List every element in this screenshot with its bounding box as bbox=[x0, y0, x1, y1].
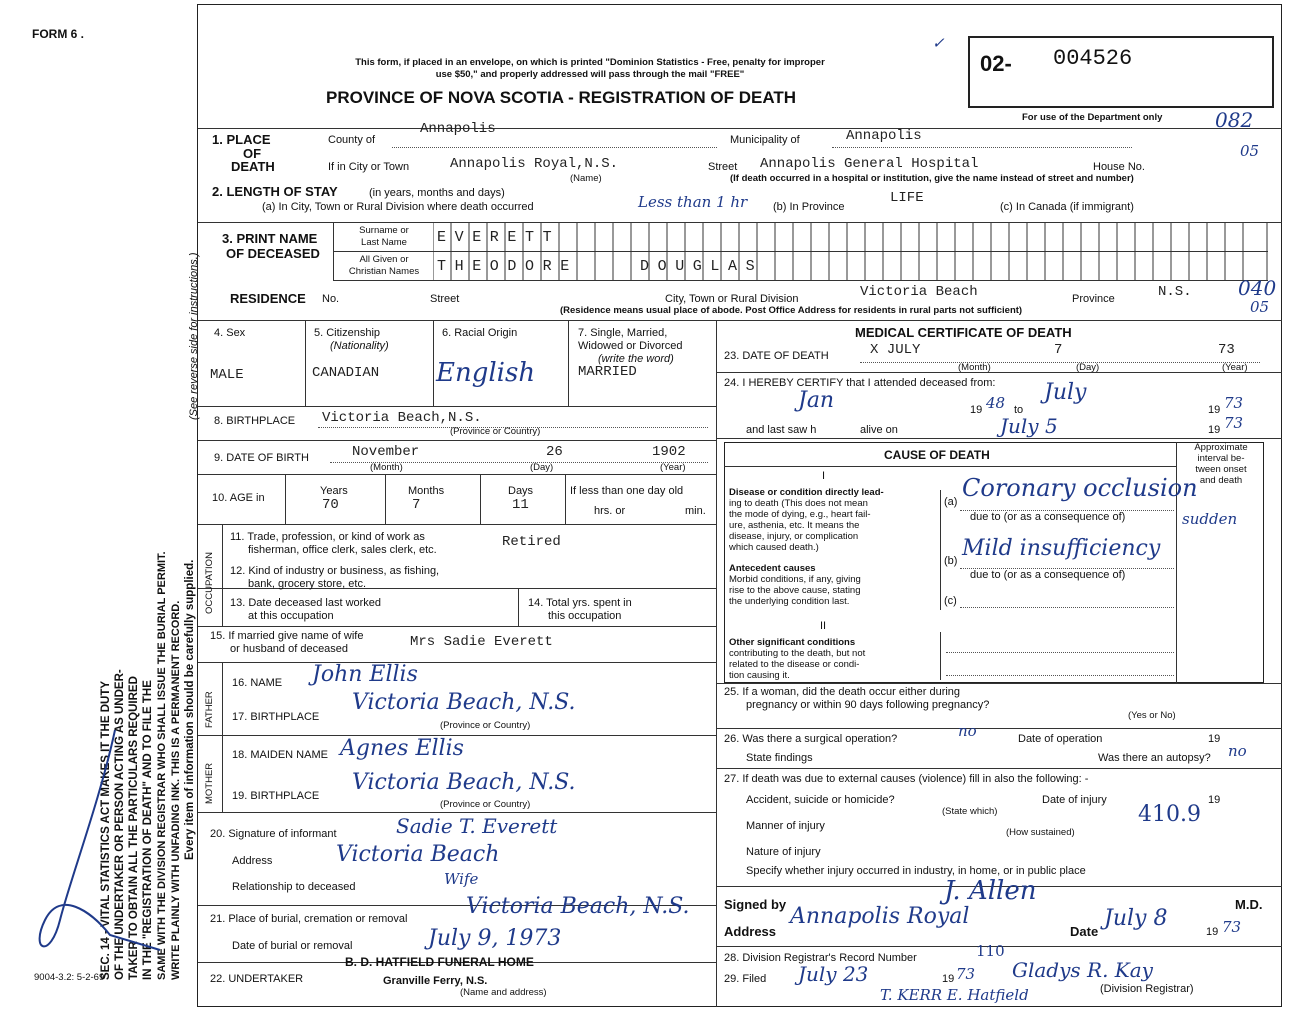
name-label-2: OF DECEASED bbox=[226, 246, 320, 261]
dob-day-sublabel: (Day) bbox=[530, 462, 554, 473]
antecedent-2: Morbid conditions, if any, giving bbox=[729, 574, 861, 585]
residence-street-label: Street bbox=[430, 293, 460, 305]
autopsy-label: Was there an autopsy? bbox=[1098, 752, 1211, 764]
informant-relation: Wife bbox=[444, 870, 479, 888]
father-name: John Ellis bbox=[312, 662, 418, 687]
direct-cause-2: ing to death (This does not mean bbox=[729, 498, 868, 509]
occupation-q13-1: 13. Date deceased last worked bbox=[230, 597, 382, 609]
residence-province-value: N.S. bbox=[1158, 284, 1192, 300]
mother-birthplace: Victoria Beach, N.S. bbox=[352, 770, 576, 795]
signed-year-prefix: 19 bbox=[1206, 926, 1219, 938]
surname-value: EVERETT bbox=[437, 229, 561, 246]
age-months: 7 bbox=[412, 497, 421, 513]
informant-signature: Sadie T. Everett bbox=[396, 814, 558, 838]
death-month-sublabel: (Month) bbox=[958, 362, 991, 373]
age-years-label: Years bbox=[320, 485, 348, 497]
residence-city-label: City, Town or Rural Division bbox=[665, 293, 799, 305]
mother-side-label: MOTHER bbox=[204, 762, 215, 804]
attended-to-year-prefix: 19 bbox=[1208, 404, 1221, 416]
stay-city-label: (a) In City, Town or Rural Division where death occurred bbox=[262, 201, 534, 213]
informant-address: Victoria Beach bbox=[336, 842, 500, 867]
filed-year-prefix: 19 bbox=[942, 973, 955, 985]
antecedent-3: rise to the above cause, stating bbox=[729, 585, 861, 596]
stay-sublabel: (in years, months and days) bbox=[369, 187, 505, 199]
signed-date: July 8 bbox=[1104, 906, 1168, 931]
q26-value: no bbox=[958, 722, 977, 740]
signed-by-label: Signed by bbox=[724, 897, 787, 912]
place-label-3: DEATH bbox=[231, 159, 275, 174]
q27-label: 27. If death was due to external causes (violence) fill in also the following: - bbox=[724, 773, 1089, 785]
injury-date-label: Date of injury bbox=[1042, 794, 1107, 806]
death-month: X JULY bbox=[870, 342, 921, 358]
other-cond-4: tion causing it. bbox=[729, 670, 790, 681]
specify-label: Specify whether injury occurred in industry, in home, or in public place bbox=[746, 865, 1086, 877]
due-to-a: due to (or as a consequence of) bbox=[970, 511, 1126, 523]
dob-year: 1902 bbox=[652, 444, 686, 460]
burial-date: July 9, 1973 bbox=[428, 926, 562, 951]
filed-date: July 23 bbox=[798, 962, 869, 986]
cause-b-value: Mild insufficiency bbox=[962, 536, 1161, 561]
mail-notice-2: use $50," and properly addressed will pass through the mail "FREE" bbox=[435, 69, 745, 80]
filed-year: 73 bbox=[956, 965, 976, 983]
direct-cause-3: the mode of dying, e.g., heart fail- bbox=[729, 509, 871, 520]
last-saw-date: July 5 bbox=[1000, 414, 1058, 438]
nature-label: Nature of injury bbox=[746, 846, 821, 858]
age-months-label: Months bbox=[408, 485, 445, 497]
death-date-label: 23. DATE OF DEATH bbox=[724, 350, 829, 362]
undertaker-label: 22. UNDERTAKER bbox=[210, 973, 304, 985]
stay-label: 2. LENGTH OF STAY bbox=[212, 184, 338, 199]
age-years: 70 bbox=[322, 497, 339, 513]
filed-label: 29. Filed bbox=[724, 973, 767, 985]
cause-c-label: (c) bbox=[944, 595, 957, 607]
side-note-5: SAME WITH THE DIVISION REGISTRAR WHO SHALL ISSUE THE BURIAL PERMIT. bbox=[156, 551, 168, 980]
dob-day: 26 bbox=[546, 444, 563, 460]
burial-place: Victoria Beach, N.S. bbox=[466, 894, 690, 919]
death-day: 7 bbox=[1054, 342, 1063, 358]
icd-code: 410.9 bbox=[1138, 802, 1201, 827]
given-label-1: All Given or bbox=[359, 254, 409, 265]
q25-label-1: 25. If a woman, did the death occur either during bbox=[724, 686, 961, 698]
form-number: FORM 6 . bbox=[32, 27, 85, 41]
given-label-2: Christian Names bbox=[348, 266, 420, 277]
death-year: 73 bbox=[1218, 342, 1235, 358]
registrar-sublabel: (Division Registrar) bbox=[1100, 983, 1194, 995]
operation-year-prefix: 19 bbox=[1208, 733, 1221, 745]
age-hrs-label: hrs. or bbox=[594, 505, 626, 517]
stay-province-value: LIFE bbox=[890, 190, 924, 206]
margin-pen-mark bbox=[20, 720, 170, 980]
attended-to: July bbox=[1044, 380, 1087, 405]
medical-header: MEDICAL CERTIFICATE OF DEATH bbox=[855, 325, 1072, 340]
side-note-3: TAKER TO OBTAIN ALL THE PARTICULARS REQUIRED bbox=[128, 676, 140, 980]
form-title: PROVINCE OF NOVA SCOTIA - REGISTRATION OF DEATH bbox=[326, 88, 797, 107]
undertaker-name: B. D. HATFIELD FUNERAL HOME bbox=[345, 955, 534, 969]
dob-year-sublabel: (Year) bbox=[660, 462, 686, 473]
autopsy-value: no bbox=[1228, 742, 1247, 760]
undertaker-sublabel: (Name and address) bbox=[460, 987, 547, 998]
side-note-7: Every item of information should be carefully supplied. bbox=[184, 559, 196, 860]
sex-value: MALE bbox=[210, 367, 244, 383]
residence-no-label: No. bbox=[322, 293, 340, 305]
residence-city-value: Victoria Beach bbox=[860, 284, 978, 300]
attended-from: Jan bbox=[798, 388, 835, 413]
surname-label-2: Last Name bbox=[361, 237, 407, 248]
registrar-signature: Gladys R. Kay bbox=[1012, 958, 1153, 982]
interval-label-2: interval be- bbox=[1197, 453, 1245, 464]
stay-province-label: (b) In Province bbox=[773, 201, 845, 213]
residence-code-2: 05 bbox=[1250, 298, 1270, 316]
direct-cause-1: Disease or condition directly lead- bbox=[729, 487, 884, 498]
residence-province-label: Province bbox=[1072, 293, 1115, 305]
last-saw-label-1: and last saw h bbox=[746, 424, 817, 436]
record-number: 110 bbox=[976, 942, 1005, 960]
side-note-6: WRITE PLAINLY WITH UNFADING INK. THIS IS A PERMANENT RECORD. bbox=[170, 600, 182, 980]
dob-label: 9. DATE OF BIRTH bbox=[214, 452, 309, 464]
antecedent-1: Antecedent causes bbox=[729, 563, 816, 574]
given-name-1: THEODORE bbox=[437, 258, 578, 275]
municipality-value: Annapolis bbox=[846, 128, 922, 144]
department-use-note: For use of the Department only bbox=[1022, 112, 1163, 123]
age-days: 11 bbox=[512, 497, 529, 513]
injury-year-prefix: 19 bbox=[1208, 794, 1221, 806]
hospital-note: (If death occurred in a hospital or institution, give the name instead of street and number) bbox=[730, 173, 1134, 184]
mother-name-label: 18. MAIDEN NAME bbox=[232, 749, 328, 761]
registration-prefix: 02- bbox=[980, 51, 1012, 76]
direct-cause-4: ure, asthenia, etc. It means the bbox=[729, 520, 860, 531]
name-label-1: 3. PRINT NAME bbox=[222, 231, 318, 246]
surname-label-1: Surname or bbox=[359, 225, 409, 236]
residence-code-1: 040 bbox=[1238, 276, 1277, 300]
occupation-q11-1: 11. Trade, profession, or kind of work as bbox=[230, 531, 425, 543]
attended-to-label: to bbox=[1014, 404, 1024, 416]
registration-number: 004526 bbox=[1053, 46, 1133, 71]
given-name-2: DOUGLAS bbox=[640, 258, 764, 275]
dob-month-sublabel: (Month) bbox=[370, 462, 403, 473]
place-label-2: OF bbox=[243, 146, 262, 161]
city-label: If in City or Town bbox=[328, 161, 410, 173]
other-cond-1: Other significant conditions bbox=[729, 637, 856, 648]
cause-part-2: II bbox=[820, 620, 827, 632]
q26-label: 26. Was there a surgical operation? bbox=[724, 733, 898, 745]
burial-place-label: 21. Place of burial, cremation or removal bbox=[210, 913, 408, 925]
side-note-8: (See reverse side for instructions.) bbox=[188, 252, 200, 420]
signed-year: 73 bbox=[1222, 918, 1242, 936]
marital-label-1: 7. Single, Married, bbox=[578, 327, 668, 339]
signed-date-label: Date bbox=[1070, 924, 1099, 939]
undertaker-town: Granville Ferry, N.S. bbox=[383, 975, 488, 987]
racial-origin-value: English bbox=[436, 358, 536, 388]
side-note-2: OF THE UNDERTAKER OR PERSON ACTING AS UNDER- bbox=[114, 669, 126, 980]
father-side-label: FATHER bbox=[204, 691, 215, 728]
death-year-sublabel: (Year) bbox=[1222, 362, 1248, 373]
direct-cause-6: which caused death.) bbox=[729, 542, 819, 553]
citizenship-sublabel: (Nationality) bbox=[330, 340, 389, 352]
burial-date-label: Date of burial or removal bbox=[232, 940, 353, 952]
attended-from-year: 48 bbox=[986, 394, 1006, 412]
mail-notice-1: This form, if placed in an envelope, on which is printed "Dominion Statistics - Free, penalty for improper bbox=[355, 57, 825, 68]
interval-label-4: and death bbox=[1199, 475, 1243, 486]
city-value: Annapolis Royal,N.S. bbox=[450, 156, 619, 172]
interval-label-1: Approximate bbox=[1194, 442, 1248, 453]
father-name-label: 16. NAME bbox=[232, 677, 283, 689]
mother-birthplace-sublabel: (Province or Country) bbox=[440, 799, 531, 810]
manner-label: Manner of injury bbox=[746, 820, 825, 832]
county-label: County of bbox=[328, 134, 376, 146]
side-note-1: SEC. 14 - VITAL STATISTICS ACT MAKES IT THE DUTY bbox=[100, 680, 112, 980]
marital-label-3: (write the word) bbox=[598, 353, 674, 365]
side-note-4: IN THE "REGISTRATION OF DEATH" AND TO FILE THE bbox=[142, 680, 154, 980]
city-name-sublabel: (Name) bbox=[570, 173, 602, 184]
citizenship-label: 5. Citizenship bbox=[314, 327, 381, 339]
marital-label-2: Widowed or Divorced bbox=[578, 340, 683, 352]
signed-address: Annapolis Royal bbox=[790, 904, 970, 929]
q25-label-2: pregnancy or within 90 days following pregnancy? bbox=[746, 699, 990, 711]
last-saw-label-2: alive on bbox=[860, 424, 898, 436]
check-mark: ✓ bbox=[932, 34, 945, 52]
father-birthplace-sublabel: (Province or Country) bbox=[440, 720, 531, 731]
signed-address-label: Address bbox=[724, 924, 777, 939]
form-code: 9004-3.2: 5-2-69 bbox=[34, 972, 105, 983]
cause-header: CAUSE OF DEATH bbox=[884, 448, 990, 462]
municipality-label: Municipality of bbox=[730, 134, 800, 146]
due-to-b: due to (or as a consequence of) bbox=[970, 569, 1126, 581]
occupation-value: Retired bbox=[502, 534, 561, 550]
occupation-side-label: OCCUPATION bbox=[204, 552, 215, 614]
occupation-q14-2: this occupation bbox=[548, 610, 622, 622]
place-code-2: 05 bbox=[1240, 142, 1260, 160]
certify-label: 24. I HEREBY CERTIFY that I attended deceased from: bbox=[724, 377, 996, 389]
attended-from-year-prefix: 19 bbox=[970, 404, 983, 416]
age-label: 10. AGE in bbox=[212, 492, 265, 504]
street-value: Annapolis General Hospital bbox=[760, 156, 979, 172]
occupation-q14-1: 14. Total yrs. spent in bbox=[528, 597, 632, 609]
house-label: House No. bbox=[1093, 161, 1145, 173]
attended-to-year: 73 bbox=[1224, 394, 1244, 412]
spouse-label-1: 15. If married give name of wife bbox=[210, 630, 364, 642]
age-min-label: min. bbox=[685, 505, 706, 517]
md-label: M.D. bbox=[1235, 897, 1263, 912]
mother-name: Agnes Ellis bbox=[340, 736, 464, 761]
cause-a-label: (a) bbox=[944, 496, 958, 508]
birthplace-value: Victoria Beach,N.S. bbox=[322, 410, 482, 426]
direct-cause-5: disease, injury, or complication bbox=[729, 531, 859, 542]
age-days-label: Days bbox=[508, 485, 534, 497]
bottom-names: T. KERR E. Hatfield bbox=[880, 986, 1029, 1004]
how-sustained-sublabel: (How sustained) bbox=[1006, 827, 1075, 838]
stay-canada-label: (c) In Canada (if immigrant) bbox=[1000, 201, 1134, 213]
citizenship-value: CANADIAN bbox=[312, 365, 380, 381]
antecedent-4: the underlying condition last. bbox=[729, 596, 850, 607]
street-label: Street bbox=[708, 161, 738, 173]
residence-label: RESIDENCE bbox=[230, 291, 306, 306]
informant-sig-label: 20. Signature of informant bbox=[210, 828, 337, 840]
informant-address-label: Address bbox=[232, 855, 273, 867]
sex-label: 4. Sex bbox=[214, 327, 246, 339]
occupation-q12-2: bank, grocery store, etc. bbox=[248, 578, 366, 590]
age-lt-day-label: If less than one day old bbox=[570, 485, 684, 497]
mother-birthplace-label: 19. BIRTHPLACE bbox=[232, 790, 320, 802]
state-which-sublabel: (State which) bbox=[942, 806, 998, 817]
dob-month: November bbox=[352, 444, 420, 460]
accident-label: Accident, suicide or homicide? bbox=[746, 794, 895, 806]
record-number-label: 28. Division Registrar's Record Number bbox=[724, 952, 917, 964]
place-label-1: 1. PLACE bbox=[212, 132, 271, 147]
occupation-q12-1: 12. Kind of industry or business, as fishing, bbox=[230, 565, 440, 577]
father-birthplace-label: 17. BIRTHPLACE bbox=[232, 711, 320, 723]
marital-value: MARRIED bbox=[578, 364, 637, 380]
birthplace-label: 8. BIRTHPLACE bbox=[214, 415, 296, 427]
cause-part-1: I bbox=[822, 470, 826, 482]
occupation-q11-2: fisherman, office clerk, sales clerk, etc. bbox=[248, 544, 437, 556]
last-saw-year: 73 bbox=[1224, 414, 1244, 432]
spouse-value: Mrs Sadie Everett bbox=[410, 634, 553, 650]
death-day-sublabel: (Day) bbox=[1076, 362, 1100, 373]
stay-city-value: Less than 1 hr bbox=[638, 193, 748, 211]
racial-origin-label: 6. Racial Origin bbox=[442, 327, 518, 339]
informant-relation-label: Relationship to deceased bbox=[232, 881, 356, 893]
residence-note: (Residence means usual place of abode. Post Office Address for residents in rural parts not sufficient) bbox=[560, 305, 1023, 316]
cause-b-label: (b) bbox=[944, 555, 958, 567]
other-cond-2: contributing to the death, but not bbox=[729, 648, 866, 659]
interval-a-value: sudden bbox=[1182, 510, 1238, 528]
last-saw-year-prefix: 19 bbox=[1208, 424, 1221, 436]
q25-yes-no: (Yes or No) bbox=[1128, 710, 1176, 721]
birthplace-sublabel: (Province or Country) bbox=[450, 426, 541, 437]
occupation-q13-2: at this occupation bbox=[248, 610, 334, 622]
father-birthplace: Victoria Beach, N.S. bbox=[352, 690, 576, 715]
place-code-1: 082 bbox=[1215, 108, 1254, 132]
cause-a-value: Coronary occlusion bbox=[962, 474, 1198, 502]
interval-label-3: tween onset bbox=[1195, 464, 1247, 475]
other-cond-3: related to the disease or condi- bbox=[729, 659, 860, 670]
spouse-label-2: or husband of deceased bbox=[230, 643, 349, 655]
county-value: Annapolis bbox=[420, 121, 496, 137]
operation-date-label: Date of operation bbox=[1018, 733, 1103, 745]
physician-signature: J. Allen bbox=[944, 876, 1037, 906]
findings-label: State findings bbox=[746, 752, 813, 764]
